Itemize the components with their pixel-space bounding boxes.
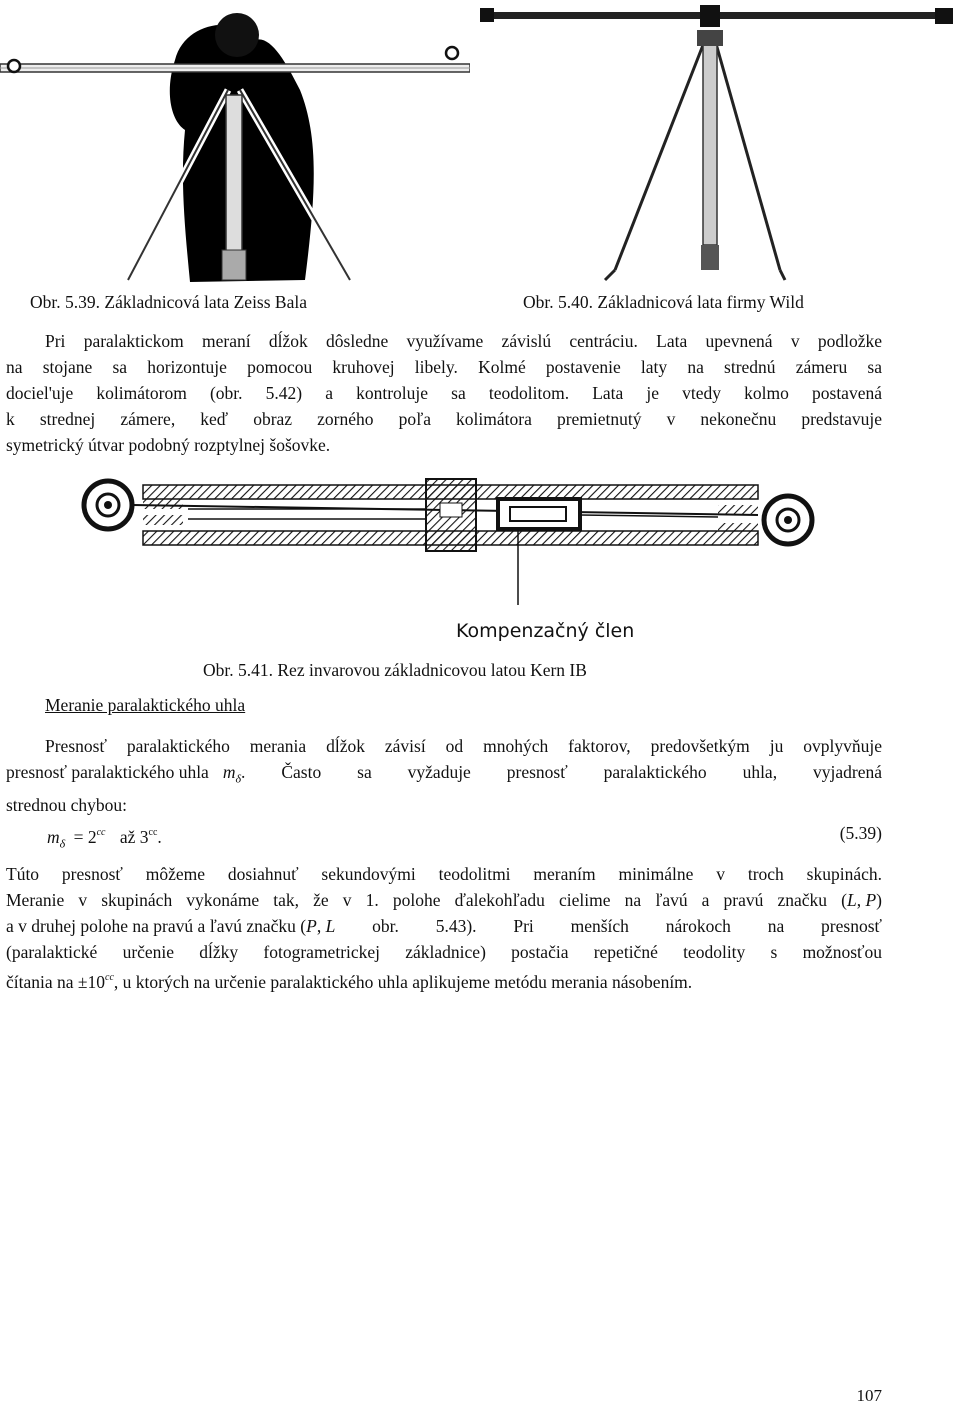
equation-number: (5.39): [839, 823, 882, 843]
text-fragment: čítania na ±10: [6, 972, 106, 992]
figure-kern-section: [78, 465, 818, 645]
paragraph-line: [6, 965, 882, 995]
paragraph-line: Túto presnosť môžeme dosiahnuť sekundovými teodolitmi meraním minimálne v troch skupinách.: [6, 864, 882, 884]
text-fragment: obr. 5.43). Pri menších nárokoch na presnosť: [335, 916, 882, 936]
text-fragment: . Často sa vyžaduje presnosť paralaktického uhla, vyjadrená: [241, 762, 882, 782]
text-fragment: a v druhej polohe na pravú a ľavú značku (: [6, 916, 307, 936]
label-L: L: [846, 890, 857, 910]
page-number: 107: [856, 1386, 882, 1405]
paragraph-line: [6, 759, 882, 792]
eq-m: m: [47, 827, 60, 847]
label-P: P: [865, 890, 877, 910]
eq-delta: δ: [59, 836, 66, 851]
paragraph-line: Presnosť paralaktického merania dĺžok závisí od mnohých faktorov, predovšetkým ju ovplyvňuje: [45, 736, 882, 756]
text-fragment: ,: [856, 890, 866, 910]
equation-sup1: cc: [96, 827, 106, 838]
equation-eq: = 2: [73, 827, 97, 847]
compensator-label: Kompenzačný člen: [456, 620, 635, 642]
figure-zeiss-bala: [0, 0, 470, 282]
text-fragment: ): [876, 890, 882, 910]
label-L: L: [325, 916, 336, 936]
equation-5-39: [47, 820, 882, 857]
paragraph-line: strednou chybou:: [6, 794, 128, 815]
equation-sup2: cc: [148, 827, 158, 838]
paragraph-line: k strednej zámere, keď obraz zorného poľa kolimátora premietnutý v nekonečnu predstavuje: [6, 409, 882, 429]
text-fragment: , u ktorých na určenie paralaktického uhla aplikujeme metódu merania násobením.: [113, 972, 693, 992]
symbol-m: m: [222, 762, 236, 782]
paragraph-line: symetrický útvar podobný rozptylnej šošovke.: [6, 435, 331, 455]
paragraph-groups: [6, 861, 882, 995]
equation-lhs: [47, 827, 66, 851]
figure-caption-kern: Obr. 5.41. Rez invarovou základnicovou latou Kern IB: [203, 660, 587, 680]
paragraph-line: dociel'uje kolimátorom (obr. 5.42) a kontroluje sa teodolitom. Lata je vtedy kolmo postavená: [6, 383, 882, 403]
symbol-m-delta: [223, 759, 241, 792]
paragraph-centration: [6, 328, 882, 458]
paragraph-line: [6, 913, 882, 939]
paragraph-line: [6, 887, 882, 913]
text-fragment: Meranie v skupinách vykonáme tak, že v 1. polohe ďalekohľadu cielime na ľavú a pravú značku (: [6, 890, 847, 910]
paragraph-line: (paralaktické určenie dĺžky fotogrametrickej základnice) postačia repetičné teodolity s možnosťou: [6, 942, 882, 962]
text-fragment: presnosť paralaktického uhla: [6, 762, 209, 782]
figure-caption-zeiss: Obr. 5.39. Základnicová lata Zeiss Bala: [30, 292, 308, 312]
figure-caption-wild: Obr. 5.40. Základnicová lata firmy Wild: [523, 292, 804, 312]
section-heading: Meranie paralaktického uhla: [45, 695, 246, 715]
equation-mid: až 3: [119, 827, 149, 847]
paragraph-line: Pri paralaktickom meraní dĺžok dôsledne využívame závislú centráciu. Lata upevnená v podložke: [45, 331, 882, 351]
equation-end: .: [157, 827, 162, 847]
paragraph-precision: [6, 733, 882, 818]
figure-wild-bar: [475, 0, 960, 282]
label-P: P: [306, 916, 317, 936]
symbol-delta: δ: [235, 771, 242, 786]
text-fragment: ,: [316, 916, 326, 936]
superscript-cc: cc: [105, 972, 114, 983]
paragraph-line: na stojane sa horizontuje pomocou kruhovej libely. Kolmé postavenie laty na strednú zámeru sa: [6, 357, 882, 377]
